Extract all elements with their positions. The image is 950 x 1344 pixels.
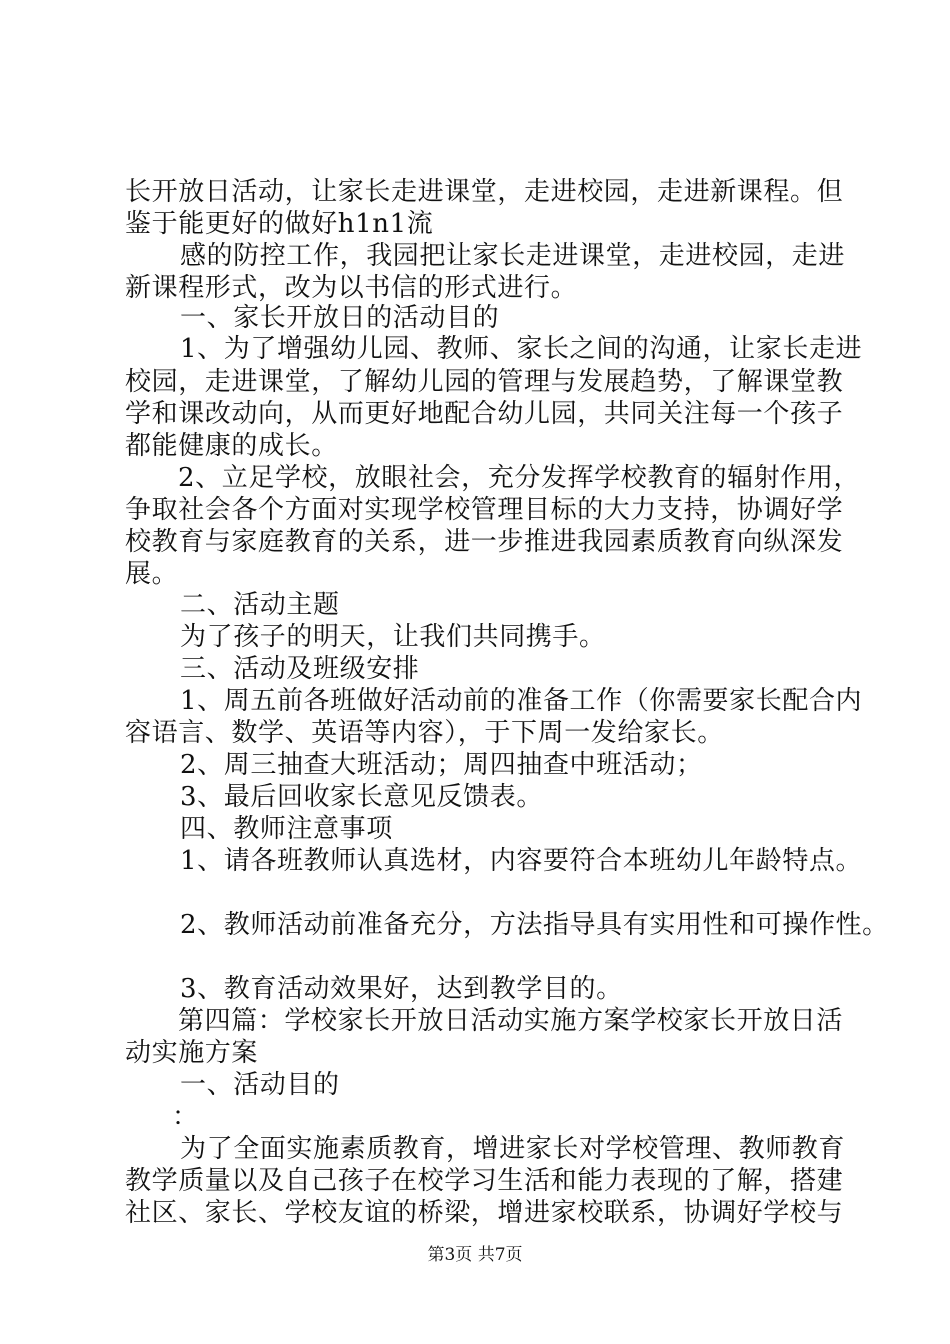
text-line: 2、周三抽查大班活动；周四抽查中班活动； (180, 750, 703, 780)
text-line: ： (172, 1102, 199, 1132)
section-heading: 四、教师注意事项 (180, 814, 393, 844)
text-line: 3、教育活动效果好，达到教学目的。 (180, 974, 623, 1004)
text-line: 都能健康的成长。 (125, 431, 338, 461)
text-line: 长开放日活动，让家长走进课堂，走进校园，走进新课程。但 (125, 177, 844, 207)
text-line: 感的防控工作，我园把让家长走进课堂，走进校园，走进 (180, 241, 846, 271)
text-line: 为了全面实施素质教育，增进家长对学校管理、教师教育 (180, 1134, 846, 1164)
chapter-heading: 第四篇：学校家长开放日活动实施方案学校家长开放日活 (178, 1006, 844, 1036)
text-line: 1、为了增强幼儿园、教师、家长之间的沟通，让家长走进 (180, 334, 863, 364)
text-line: 鉴于能更好的做好h1n1流 (125, 209, 434, 239)
chapter-heading: 动实施方案 (125, 1038, 259, 1068)
page-number-footer: 第3页 共7页 (427, 1245, 523, 1265)
text-line: 争取社会各个方面对实现学校管理目标的大力支持，协调好学 (125, 495, 844, 525)
text-line: 2、立足学校，放眼社会，充分发挥学校教育的辐射作用， (178, 463, 861, 493)
text-line: 容语言、数学、英语等内容），于下周一发给家长。 (125, 718, 724, 748)
text-line: 社区、家长、学校友谊的桥梁，增进家校联系，协调好学校与 (125, 1198, 844, 1228)
section-heading: 二、活动主题 (180, 590, 340, 620)
text-line: 1、周五前各班做好活动前的准备工作（你需要家长配合内 (180, 686, 863, 716)
text-line: 校教育与家庭教育的关系，进一步推进我园素质教育向纵深发 (125, 527, 844, 557)
text-line: 展。 (125, 559, 179, 589)
text-line: 学和课改动向，从而更好地配合幼儿园，共同关注每一个孩子 (125, 399, 844, 429)
text-line: 为了孩子的明天，让我们共同携手。 (180, 622, 606, 652)
text-line: 新课程形式，改为以书信的形式进行。 (125, 273, 578, 303)
text-line: 3、最后回收家长意见反馈表。 (180, 782, 543, 812)
text-line: 1、请各班教师认真选材，内容要符合本班幼儿年龄特点。 (180, 846, 863, 876)
section-heading: 一、活动目的 (180, 1070, 340, 1100)
section-heading: 三、活动及班级安排 (180, 654, 420, 684)
text-line: 教学质量以及自己孩子在校学习生活和能力表现的了解，搭建 (125, 1166, 844, 1196)
text-line: 校园，走进课堂，了解幼儿园的管理与发展趋势，了解课堂教 (125, 367, 844, 397)
section-heading: 一、家长开放日的活动目的 (180, 303, 500, 333)
text-line: 2、教师活动前准备充分，方法指导具有实用性和可操作性。 (180, 910, 889, 940)
